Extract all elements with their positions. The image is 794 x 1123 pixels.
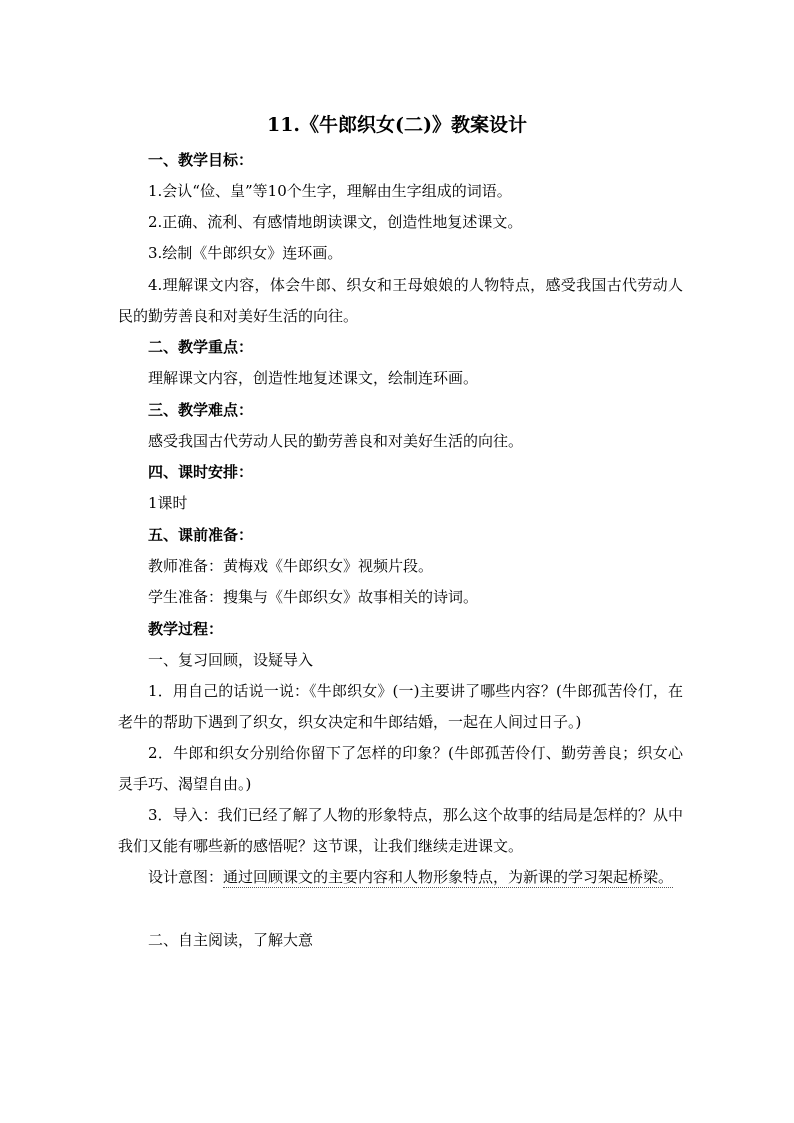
prep-teacher: 教师准备：黄梅戏《牛郎织女》视频片段。 — [148, 557, 434, 575]
step1-item: 2．牛郎和织女分别给你留下了怎样的印象？(牛郎孤苦伶仃、勤劳善良；织女心灵手巧、渴望自由。) — [118, 744, 683, 793]
goals-heading: 一、教学目标： — [148, 151, 254, 169]
difficulty-heading: 三、教学难点： — [148, 401, 254, 419]
key-heading: 二、教学重点： — [148, 338, 254, 356]
goal-item: 3.绘制《牛郎织女》连环画。 — [148, 244, 343, 262]
difficulty-text: 感受我国古代劳动人民的勤劳善良和对美好生活的向往。 — [148, 432, 524, 450]
step1-item: 1．用自己的话说一说：《牛郎织女》(一)主要讲了哪些内容？(牛郎孤苦伶仃，在老牛的帮助下遇到了织女，织女决定和牛郎结婚，一起在人间过日子。) — [118, 682, 683, 731]
schedule-text: 1课时 — [148, 494, 188, 512]
design-text: 通过回顾课文的主要内容和人物形象特点，为新课的学习架起桥梁。 — [223, 868, 674, 886]
key-text: 理解课文内容，创造性地复述课文，绘制连环画。 — [148, 369, 479, 387]
goal-item: 4.理解课文内容，体会牛郎、织女和王母娘娘的人物特点，感受我国古代劳动人民的勤劳善良和对美好生活的向往。 — [118, 276, 683, 325]
prep-student: 学生准备：搜集与《牛郎织女》故事相关的诗词。 — [148, 588, 479, 606]
process-heading: 教学过程： — [148, 620, 224, 638]
goal-item: 2.正确、流利、有感情地朗读课文，创造性地复述课文。 — [148, 213, 523, 231]
design-label: 设计意图： — [148, 868, 224, 886]
step1-heading: 一、复习回顾，设疑导入 — [148, 651, 314, 669]
prep-heading: 五、课前准备： — [148, 526, 254, 544]
step1-item: 3．导入：我们已经了解了人物的形象特点，那么这个故事的结局是怎样的？从中我们又能有哪些新的感悟呢？这节课，让我们继续走进课文。 — [118, 806, 683, 855]
page-title: 11.《牛郎织女(二)》教案设计 — [266, 114, 528, 136]
step2-heading: 二、自主阅读，了解大意 — [148, 931, 314, 949]
design-intent — [118, 862, 683, 893]
goal-item: 1.会认“俭、皇”等10个生字，理解由生字组成的词语。 — [148, 182, 512, 200]
schedule-heading: 四、课时安排： — [148, 463, 254, 481]
